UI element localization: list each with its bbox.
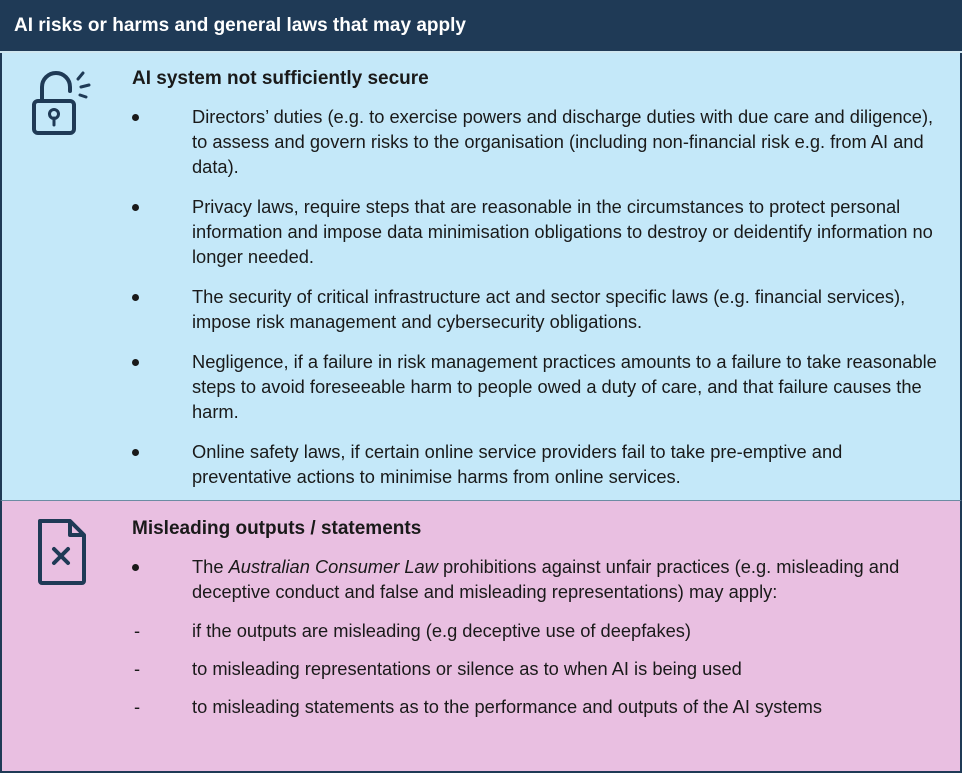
sub-list-item: - if the outputs are misleading (e.g deceptive use of deepfakes) xyxy=(134,620,691,641)
section-insecure-ai xyxy=(0,53,962,501)
dash-marker: - xyxy=(134,658,141,679)
list-item: The Australian Consumer Law prohibitions against unfair practices (e.g. misleading and deceptive conduct and false and misleading representations) may apply: - if the outputs are misleading (e.g deceptive use of deepfakes) - to misleading representations or silence as to when AI is being used - to misleading statements as to the performance and outputs of the AI systems xyxy=(132,554,940,719)
bullet-icon xyxy=(132,449,139,456)
insecure-laws-list xyxy=(132,104,940,504)
section-title-misleading: Misleading outputs / statements xyxy=(132,518,422,539)
misleading-laws-list xyxy=(132,554,940,734)
unlocked-padlock-icon xyxy=(28,65,96,137)
table-header xyxy=(0,0,962,53)
list-item: Negligence, if a failure in risk management practices amounts to a failure to take reasonable steps to avoid foreseeable harm to people owed a duty of care, and that failure causes the harm. xyxy=(132,349,940,424)
table-title: AI risks or harms and general laws that may apply xyxy=(14,14,466,36)
section-misleading-outputs xyxy=(0,501,962,773)
bullet-icon xyxy=(132,114,139,121)
list-item: Online safety laws, if certain online service providers fail to take pre-emptive and preventative actions to minimise harms from online services. xyxy=(132,439,940,489)
section-title-insecure: AI system not sufficiently secure xyxy=(132,68,429,89)
document-x-icon xyxy=(34,517,90,587)
dash-marker: - xyxy=(134,696,141,717)
sub-list xyxy=(134,618,940,719)
dash-marker: - xyxy=(134,620,141,641)
list-item: Directors’ duties (e.g. to exercise powers and discharge duties with due care and diligence), to assess and govern risks to the organisation (including non-financial risk e.g. from AI and data). xyxy=(132,104,940,179)
list-item: Privacy laws, require steps that are reasonable in the circumstances to protect personal information and impose data minimisation obligations to destroy or deidentify information no longer needed. xyxy=(132,194,940,269)
sub-list-item: - to misleading representations or silence as to when AI is being used xyxy=(134,658,742,679)
bullet-icon xyxy=(132,204,139,211)
bullet-icon xyxy=(132,359,139,366)
bullet-icon xyxy=(132,294,139,301)
law-name: Australian Consumer Law xyxy=(228,556,438,577)
list-item: The security of critical infrastructure act and sector specific laws (e.g. financial services), impose risk management and cybersecurity obligations. xyxy=(132,284,940,334)
sub-list-item: - to misleading statements as to the performance and outputs of the AI systems xyxy=(134,696,823,717)
bullet-icon xyxy=(132,564,139,571)
